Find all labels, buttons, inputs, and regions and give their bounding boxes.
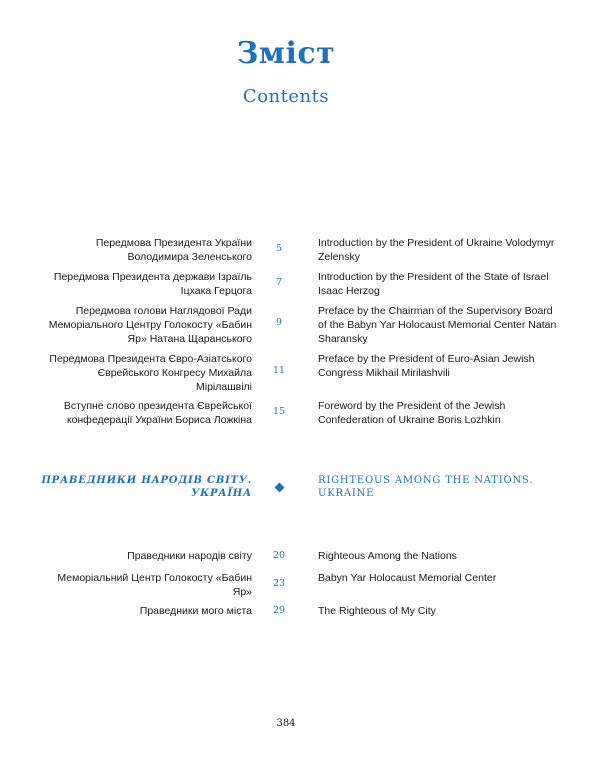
toc-entry-uk: Передмова Президента Євро-Азіатського Єврейського Конгресу Михайла Мірілашвілі (49, 353, 252, 393)
toc-entry-en: Introduction by the President of the State of Israel Isaac Herzog (318, 271, 549, 297)
toc-entry-page: 23 (272, 578, 286, 589)
toc-entry-page: 20 (272, 550, 286, 561)
toc-entry-uk: Передмова Президента України Володимира Зеленського (95, 237, 252, 263)
toc-entry-page: 29 (272, 605, 286, 616)
toc-entry-page: 11 (272, 365, 286, 376)
page-title-en: Contents (242, 86, 330, 107)
toc-entry-en: Babyn Yar Holocaust Memorial Center (318, 572, 497, 584)
toc-entry-en: Foreword by the President of the Jewish Confederation of Ukraine Boris Lozhkin (318, 400, 506, 426)
toc-entry-page: 7 (275, 277, 283, 288)
toc-entry-en: The Righteous of My City (318, 605, 436, 617)
toc-entry-uk: Вступне слово президента Єврейської конфедерації України Бориса Ложкіна (63, 400, 252, 426)
toc-entry-en: Preface by the Chairman of the Supervisory Board of the Babyn Yar Holocaust Memorial Center Natan Sharansky (318, 305, 557, 345)
toc-entry-uk: Передмова Президента держави Ізраїль Іцхака Герцога (53, 271, 252, 297)
page-number: 384 (276, 718, 296, 729)
section-heading[interactable] (40, 474, 560, 504)
diamond-icon (275, 483, 285, 493)
toc-entry-en: Introduction by the President of Ukraine Volodymyr Zelensky (318, 237, 555, 263)
toc-entry-page: 9 (275, 317, 283, 328)
toc-entry-en: Preface by the President of Euro-Asian Jewish Congress Mikhail Mirilashvili (318, 353, 535, 379)
toc-entry-en: Righteous Among the Nations (318, 550, 457, 562)
toc-entry-page: 15 (272, 406, 286, 417)
section-heading-en: RIGHTEOUS AMONG THE NATIONS. UKRAINE (318, 475, 534, 499)
section-heading-uk: ПРАВЕДНИКИ НАРОДІВ СВІТУ. УКРАЇНА (41, 475, 252, 499)
toc-entry-uk: Праведники мого міста (139, 605, 252, 617)
toc-entry-uk: Меморіальний Центр Голокосту «Бабин Яр» (57, 572, 252, 598)
toc-entry-page: 5 (275, 243, 283, 254)
toc-entry-uk: Передмова голови Наглядової Ради Меморіального Центру Голокосту «Бабин Яр» Натана Щаранського (48, 305, 252, 345)
page-title-uk: Зміст (236, 36, 336, 71)
toc-entry-uk: Праведники народів світу (127, 550, 252, 562)
